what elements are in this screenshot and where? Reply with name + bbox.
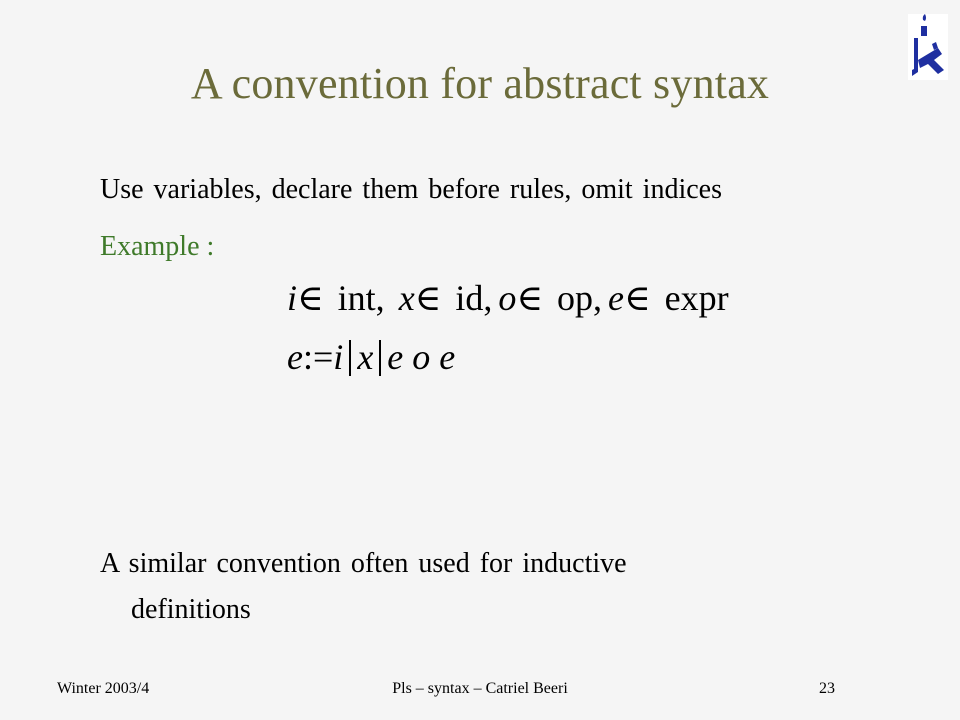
convention-note: A similar convention often used for inductive [100,548,627,579]
element-of-symbol: ∈ [623,278,651,318]
footer-date: Winter 2003/4 [57,680,150,697]
example-label: Example : [100,231,215,262]
alternative-bar [349,340,351,376]
type-op: op, [557,278,602,318]
type-expr: expr [664,278,729,318]
var-i: i [287,278,298,318]
footer-course: Pls – syntax – Catriel Beeri [392,680,568,697]
element-of-symbol: ∈ [297,278,324,318]
alternative-bar [379,340,381,376]
var-e: e [608,278,624,318]
element-of-symbol: ∈ [414,278,442,318]
intro-line: Use variables, declare them before rules, omit indices [100,174,722,205]
grammar-rule-formula [287,339,455,376]
alt-e1: e [387,337,404,377]
var-o: o [498,278,517,318]
element-of-symbol: ∈ [516,278,543,318]
var-x: x [398,278,415,318]
alt-i: i [333,337,344,377]
rule-lhs: e [287,337,303,377]
declaration-formula [287,280,729,316]
university-logo-icon [908,14,948,80]
assign-symbol: := [302,337,334,377]
alt-e2: e [439,337,456,377]
slide-number: 23 [819,680,835,697]
alt-o: o [412,337,431,377]
alt-x: x [357,337,374,377]
type-int: int, [337,278,385,318]
slide-title: A convention for abstract syntax [190,59,770,108]
type-id: id, [455,278,493,318]
convention-note-continued: definitions [131,594,251,625]
